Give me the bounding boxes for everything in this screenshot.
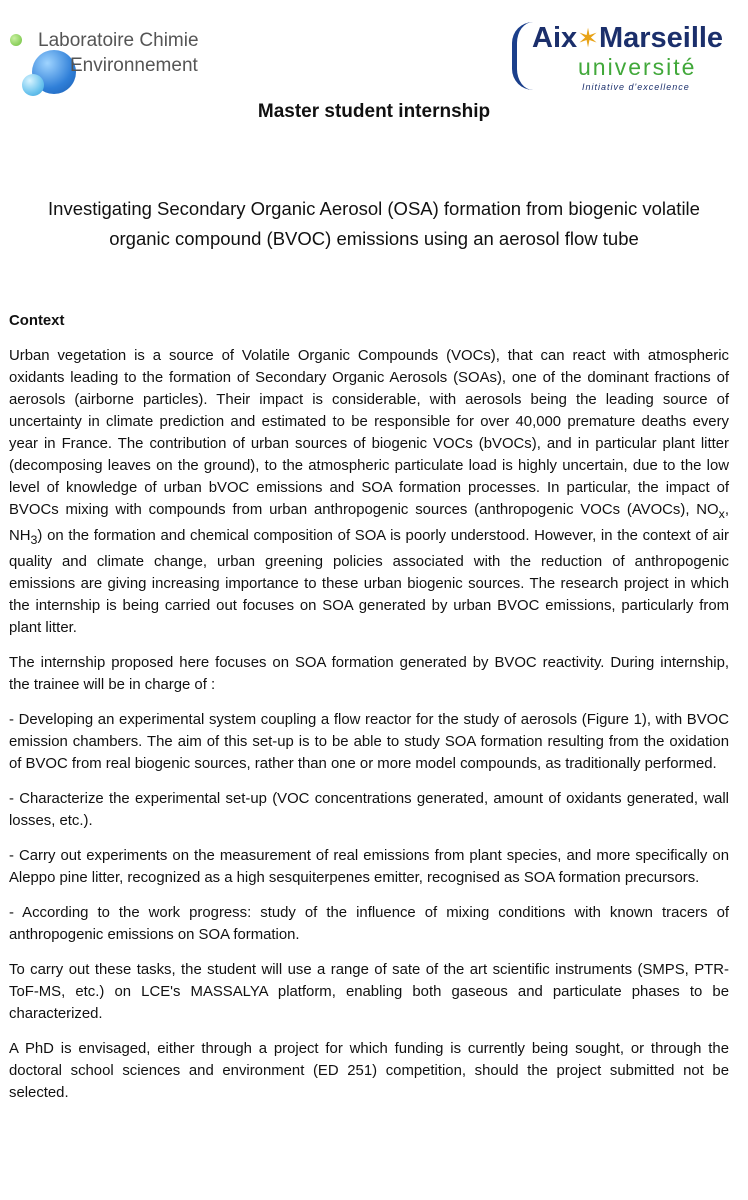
- lab-logo-line1: Laboratoire Chimie: [38, 30, 199, 51]
- paragraph-task-4: - According to the work progress: study of the influence of mixing conditions with known tracers of anthropogenic emissions on SOA formation.: [9, 904, 729, 943]
- context-heading: Context: [9, 313, 65, 329]
- context-section: [9, 310, 729, 639]
- context-text-part2: , NH: [9, 502, 729, 544]
- context-paragraph: [9, 345, 729, 639]
- university-tagline: Initiative d'excellence: [582, 82, 690, 92]
- subtitle-line2: organic compound (BVOC) emissions using an aerosol flow tube: [109, 228, 639, 249]
- green-dot-icon: [10, 34, 22, 46]
- nox-subscript: x: [718, 506, 725, 521]
- lab-logo-text: [38, 28, 199, 78]
- bracket-icon: [512, 22, 533, 90]
- page-title: Master student internship: [257, 101, 491, 122]
- paragraph-task-3: - Carry out experiments on the measurement of real emissions from plant species, and more specifically on Aleppo pine litter, recognized as a high sesquiterpenes emitter, recognised as SOA formation precursors.: [9, 847, 729, 886]
- document-subtitle: [0, 194, 748, 254]
- university-logo: [512, 18, 728, 100]
- paragraph-task-2: - Characterize the experimental set-up (VOC concentrations generated, amount of oxidants generated, wall losses, etc.).: [9, 790, 729, 829]
- paragraph-intro: The internship proposed here focuses on SOA formation generated by BVOC reactivity. During internship, the trainee will be in charge of :: [9, 654, 729, 693]
- lab-logo-line2: Environnement: [70, 55, 198, 76]
- paragraph-phd: A PhD is envisaged, either through a project for which funding is currently being sought, or through the doctoral school sciences and environment (ED 251) competition, should the project submitted not be selected.: [9, 1040, 729, 1101]
- subtitle-line1: Investigating Secondary Organic Aerosol (OSA) formation from biogenic volatile: [48, 198, 700, 219]
- paragraph-instruments: To carry out these tasks, the student will use a range of sate of the art scientific instruments (SMPS, PTR-ToF-MS, etc.) on LCE's MASSALYA platform, enabling both gaseous and particulate phases to be characterized.: [9, 961, 729, 1022]
- paragraph-task-1: - Developing an experimental system coupling a flow reactor for the study of aerosols (Figure 1), with BVOC emission chambers. The aim of this set-up is to be able to study SOA formation resulting from the oxidation of BVOC from real biogenic sources, rather than one or more model compounds, as traditionally performed.: [9, 711, 729, 772]
- document-body: [9, 310, 729, 1117]
- lab-logo: [8, 24, 208, 104]
- star-icon: ✶: [577, 23, 599, 53]
- nh3-subscript: 3: [30, 532, 38, 547]
- context-text-part1: Urban vegetation is a source of Volatile Organic Compounds (VOCs), that can react with atmospheric oxidants leading to the formation of Secondary Organic Aerosols (SOAs), one of the dominant fractions of aerosols (airborne particles). Their impact is considerable, with aerosols being the leading source of uncertainty in climate prediction and estimated to be responsible for over 40,000 premature deaths every year in France. The contribution of urban sources of biogenic VOCs (bVOCs), and in particular plant litter (decomposing leaves on the ground), to the atmospheric particulate load is highly uncertain, due to the low level of knowledge of urban bVOC emissions and SOA formation processes. In particular, the impact of BVOCs mixing with compounds from urban anthropogenic sources (anthropogenic VOCs (AVOCs), NO: [9, 348, 729, 518]
- context-text-part3: ) on the formation and chemical composition of SOA is poorly understood. However, in the context of air quality and climate change, urban greening policies associated with the reduction of anthropogenic emissions are giving increasing importance to these urban biogenic sources. The research project in which the internship is being carried out focuses on SOA generated by urban BVOC emissions, particularly from plant litter.: [9, 527, 729, 636]
- university-name: Aix✶Marseille: [532, 22, 724, 54]
- university-subname: université: [578, 54, 697, 80]
